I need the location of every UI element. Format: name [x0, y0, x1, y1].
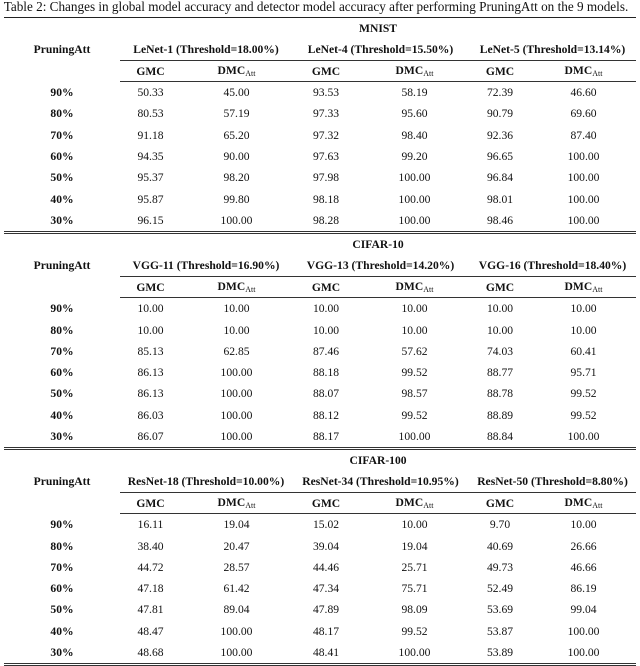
model-name: VGG-11 (Threshold=16.90%) — [120, 254, 292, 277]
pruning-level: 50% — [50, 387, 74, 401]
metric-dmc-subscript: Att — [423, 501, 434, 511]
metric-dmc-att — [531, 61, 636, 82]
gmc-value: 86.07 — [137, 430, 164, 443]
metric-gmc: GMC — [120, 493, 181, 514]
gmc-value: 53.89 — [469, 642, 531, 665]
dmc-value: 100.00 — [220, 366, 253, 380]
gmc-value: 74.03 — [486, 344, 514, 358]
table-row — [4, 210, 636, 233]
dmc-value: 100.00 — [398, 171, 431, 185]
dmc-value: 10.00 — [570, 518, 597, 532]
dmc-value: 87.40 — [570, 128, 597, 142]
pruning-level: 80% — [50, 107, 74, 121]
model-name: LeNet-4 (Threshold=15.50%) — [292, 38, 469, 61]
gmc-value: 97.33 — [312, 107, 340, 121]
model-name: LeNet-5 (Threshold=13.14%) — [469, 38, 636, 61]
row-header-pruningatt: PruningAtt — [4, 449, 120, 514]
metric-gmc: GMC — [292, 493, 360, 514]
gmc-value: 44.72 — [137, 560, 164, 574]
gmc-value: 10.00 — [137, 323, 164, 337]
pruning-level: 50% — [50, 171, 74, 185]
dmc-value: 99.52 — [401, 366, 428, 380]
table-row — [4, 405, 636, 426]
dmc-value: 95.71 — [570, 366, 597, 380]
table-row — [4, 642, 636, 665]
metric-dmc-att — [360, 277, 469, 298]
gmc-value: 48.17 — [312, 624, 340, 638]
gmc-value: 48.41 — [292, 642, 360, 665]
gmc-value: 88.07 — [312, 387, 340, 401]
model-name: ResNet-18 (Threshold=10.00%) — [120, 470, 292, 493]
dmc-value: 100.00 — [567, 192, 600, 206]
pruning-level: 30% — [50, 213, 74, 227]
gmc-value: 15.02 — [312, 518, 340, 532]
dmc-value: 61.42 — [223, 582, 250, 596]
pruning-level: 60% — [50, 150, 74, 164]
metric-gmc: GMC — [292, 61, 360, 82]
pruning-level: 60% — [50, 366, 74, 380]
dmc-value: 62.85 — [223, 344, 250, 358]
dataset-title: MNIST — [120, 18, 636, 39]
row-header-pruningatt: PruningAtt — [4, 233, 120, 298]
gmc-value: 85.13 — [137, 344, 164, 358]
dmc-value: 100.00 — [220, 624, 253, 638]
pruning-level: 30% — [50, 430, 74, 443]
gmc-value: 94.35 — [137, 150, 164, 164]
table-row — [4, 621, 636, 642]
gmc-value: 10.00 — [486, 323, 514, 337]
dmc-value: 100.00 — [220, 408, 253, 422]
dataset-header-row — [4, 233, 636, 255]
metric-dmc-subscript: Att — [592, 69, 603, 78]
gmc-value: 10.00 — [312, 302, 340, 316]
table-row — [4, 298, 636, 320]
pruning-level: 70% — [50, 128, 74, 142]
gmc-value: 10.00 — [312, 323, 340, 337]
gmc-value: 98.46 — [486, 213, 514, 227]
gmc-value: 95.87 — [137, 192, 164, 206]
dmc-value: 10.00 — [401, 518, 428, 532]
table-row — [4, 578, 636, 599]
dmc-value: 100.00 — [567, 150, 600, 164]
metric-dmc-label: DMC — [217, 496, 246, 510]
dmc-value: 99.52 — [570, 408, 597, 422]
gmc-value: 86.03 — [137, 408, 164, 422]
dmc-value: 100.00 — [398, 430, 431, 443]
dmc-value: 100.00 — [567, 624, 600, 638]
table-caption: Table 2: Changes in global model accuracy and detector model accuracy after performing PruningAtt on the 9 models. — [3, 0, 629, 14]
gmc-value: 86.13 — [137, 387, 164, 401]
gmc-value: 9.70 — [489, 518, 511, 532]
gmc-value: 90.79 — [486, 107, 514, 121]
table-row — [4, 319, 636, 340]
gmc-value: 48.68 — [120, 642, 181, 665]
gmc-value: 53.87 — [486, 624, 514, 638]
dmc-value: 19.04 — [223, 518, 250, 532]
metric-dmc-att — [181, 61, 292, 82]
pruning-level: 70% — [50, 560, 74, 574]
gmc-value: 80.53 — [137, 107, 164, 121]
gmc-value: 88.18 — [312, 366, 340, 380]
table-row — [4, 362, 636, 383]
metric-dmc-att — [181, 493, 292, 514]
gmc-value: 52.49 — [486, 582, 514, 596]
results-table-body — [4, 18, 636, 665]
gmc-value: 97.63 — [312, 150, 340, 164]
table-row — [4, 341, 636, 362]
dmc-value: 60.41 — [570, 344, 597, 358]
dmc-value: 99.20 — [401, 150, 428, 164]
dmc-value: 100.00 — [567, 213, 600, 227]
gmc-value: 87.46 — [312, 344, 340, 358]
dmc-value: 100.00 — [531, 642, 636, 665]
gmc-value: 97.98 — [312, 171, 340, 185]
dmc-value: 26.66 — [570, 539, 597, 553]
table-row — [4, 535, 636, 556]
model-name: ResNet-34 (Threshold=10.95%) — [292, 470, 469, 493]
metric-dmc-att — [531, 493, 636, 514]
metric-gmc: GMC — [120, 61, 181, 82]
metric-dmc-label: DMC — [217, 64, 246, 77]
table-row — [4, 125, 636, 146]
pruning-level: 90% — [50, 301, 74, 315]
gmc-value: 86.13 — [137, 366, 164, 380]
dmc-value: 10.00 — [401, 323, 428, 337]
metric-dmc-label: DMC — [395, 496, 424, 510]
gmc-value: 88.17 — [312, 430, 340, 443]
gmc-value: 48.47 — [137, 624, 164, 638]
dataset-title: CIFAR-100 — [120, 449, 636, 471]
table-row — [4, 103, 636, 124]
gmc-value: 47.89 — [312, 603, 340, 617]
dmc-value: 57.62 — [401, 344, 428, 358]
model-name: VGG-13 (Threshold=14.20%) — [292, 254, 469, 277]
dmc-value: 10.00 — [570, 323, 597, 337]
dmc-value: 89.04 — [223, 603, 250, 617]
dmc-value: 99.80 — [223, 192, 250, 206]
metric-gmc: GMC — [469, 277, 531, 298]
dataset-header-row — [4, 18, 636, 39]
gmc-value: 10.00 — [486, 302, 514, 316]
gmc-value: 93.53 — [312, 86, 340, 100]
metric-dmc-label: DMC — [217, 280, 246, 294]
dmc-value: 46.60 — [570, 86, 597, 100]
metric-dmc-att — [360, 61, 469, 82]
dmc-value: 99.52 — [570, 387, 597, 401]
metric-dmc-label: DMC — [564, 64, 593, 77]
metric-gmc: GMC — [120, 277, 181, 298]
gmc-value: 88.89 — [486, 408, 514, 422]
gmc-value: 47.34 — [312, 582, 340, 596]
model-name: LeNet-1 (Threshold=18.00%) — [120, 38, 292, 61]
pruning-level: 80% — [50, 323, 74, 337]
metric-dmc-att — [360, 493, 469, 514]
dmc-value: 98.20 — [223, 171, 250, 185]
dmc-value: 10.00 — [401, 302, 428, 316]
dmc-value: 46.66 — [570, 560, 597, 574]
pruning-level: 40% — [50, 408, 74, 422]
metric-dmc-label: DMC — [395, 64, 424, 77]
dmc-value: 100.00 — [220, 387, 253, 401]
dmc-value: 100.00 — [398, 192, 431, 206]
metric-dmc-subscript: Att — [245, 501, 256, 511]
dmc-value: 10.00 — [223, 323, 250, 337]
dmc-value: 100.00 — [398, 213, 431, 227]
results-table — [4, 17, 636, 666]
dmc-value: 100.00 — [220, 430, 253, 443]
dmc-value: 100.00 — [360, 642, 469, 665]
metric-dmc-att — [181, 277, 292, 298]
metric-dmc-subscript: Att — [423, 69, 434, 78]
table-row — [4, 82, 636, 104]
dmc-value: 86.19 — [570, 582, 597, 596]
dmc-value: 99.52 — [401, 408, 428, 422]
gmc-value: 39.04 — [312, 539, 340, 553]
dmc-value: 65.20 — [223, 128, 250, 142]
row-header-pruningatt: PruningAtt — [4, 18, 120, 82]
table-row — [4, 514, 636, 536]
dmc-value: 57.19 — [223, 107, 250, 121]
pruning-level: 70% — [50, 344, 74, 358]
gmc-value: 88.78 — [486, 387, 514, 401]
gmc-value: 50.33 — [137, 86, 164, 100]
dmc-value: 90.00 — [223, 150, 250, 164]
gmc-value: 40.69 — [486, 539, 514, 553]
gmc-value: 95.37 — [137, 171, 164, 185]
metric-dmc-subscript: Att — [423, 285, 434, 295]
dmc-value: 45.00 — [223, 86, 250, 100]
dmc-value: 98.09 — [401, 603, 428, 617]
dmc-value: 58.19 — [401, 86, 428, 100]
dmc-value: 19.04 — [401, 539, 428, 553]
dmc-value: 69.60 — [570, 107, 597, 121]
gmc-value: 96.65 — [486, 150, 514, 164]
pruning-level: 30% — [4, 642, 120, 665]
pruning-level: 90% — [50, 518, 74, 532]
dmc-value: 100.00 — [181, 642, 292, 665]
gmc-value: 91.18 — [137, 128, 164, 142]
dataset-title: CIFAR-10 — [120, 233, 636, 255]
dmc-value: 25.71 — [401, 560, 428, 574]
dmc-value: 10.00 — [223, 302, 250, 316]
model-name: ResNet-50 (Threshold=8.80%) — [469, 470, 636, 493]
pruning-level: 40% — [50, 624, 74, 638]
dmc-value: 99.52 — [401, 624, 428, 638]
metric-dmc-label: DMC — [564, 496, 593, 510]
pruning-level: 80% — [50, 539, 74, 553]
gmc-value: 92.36 — [486, 128, 514, 142]
dmc-value: 28.57 — [223, 560, 250, 574]
metric-dmc-subscript: Att — [592, 501, 603, 511]
table-row — [4, 557, 636, 578]
pruning-level: 60% — [50, 582, 74, 596]
gmc-value: 53.69 — [486, 603, 514, 617]
dmc-value: 98.40 — [401, 128, 428, 142]
dataset-header-row — [4, 449, 636, 471]
gmc-value: 88.77 — [486, 366, 514, 380]
metric-dmc-att — [531, 277, 636, 298]
gmc-value: 97.32 — [312, 128, 340, 142]
dmc-value: 10.00 — [570, 302, 597, 316]
gmc-value: 98.01 — [486, 192, 514, 206]
gmc-value: 72.39 — [486, 86, 514, 100]
gmc-value: 98.18 — [312, 192, 340, 206]
table-row — [4, 167, 636, 188]
metric-dmc-label: DMC — [564, 280, 593, 294]
metric-gmc: GMC — [469, 61, 531, 82]
dmc-value: 100.00 — [567, 430, 600, 443]
table-row — [4, 146, 636, 167]
table-row — [4, 426, 636, 449]
dmc-value: 95.60 — [401, 107, 428, 121]
gmc-value: 44.46 — [312, 560, 340, 574]
gmc-value: 96.15 — [137, 213, 164, 227]
gmc-value: 98.28 — [312, 213, 340, 227]
gmc-value: 47.81 — [137, 603, 164, 617]
dmc-value: 75.71 — [401, 582, 428, 596]
gmc-value: 88.84 — [486, 430, 514, 443]
metric-dmc-subscript: Att — [245, 285, 256, 295]
metric-gmc: GMC — [292, 277, 360, 298]
model-name: VGG-16 (Threshold=18.40%) — [469, 254, 636, 277]
gmc-value: 47.18 — [137, 582, 164, 596]
gmc-value: 10.00 — [137, 302, 164, 316]
dmc-value: 100.00 — [220, 213, 253, 227]
gmc-value: 49.73 — [486, 560, 514, 574]
gmc-value: 16.11 — [137, 518, 164, 532]
dmc-value: 99.04 — [570, 603, 597, 617]
metric-gmc: GMC — [469, 493, 531, 514]
metric-dmc-subscript: Att — [245, 69, 256, 78]
dmc-value: 100.00 — [567, 171, 600, 185]
table-row — [4, 188, 636, 209]
pruning-level: 40% — [50, 192, 74, 206]
pruning-level: 50% — [50, 603, 74, 617]
metric-dmc-label: DMC — [395, 280, 424, 294]
gmc-value: 38.40 — [137, 539, 164, 553]
table-row — [4, 599, 636, 620]
dmc-value: 20.47 — [223, 539, 250, 553]
metric-dmc-subscript: Att — [592, 285, 603, 295]
dmc-value: 98.57 — [401, 387, 428, 401]
gmc-value: 88.12 — [312, 408, 340, 422]
pruning-level: 90% — [50, 85, 74, 99]
table-row — [4, 383, 636, 404]
gmc-value: 96.84 — [486, 171, 514, 185]
